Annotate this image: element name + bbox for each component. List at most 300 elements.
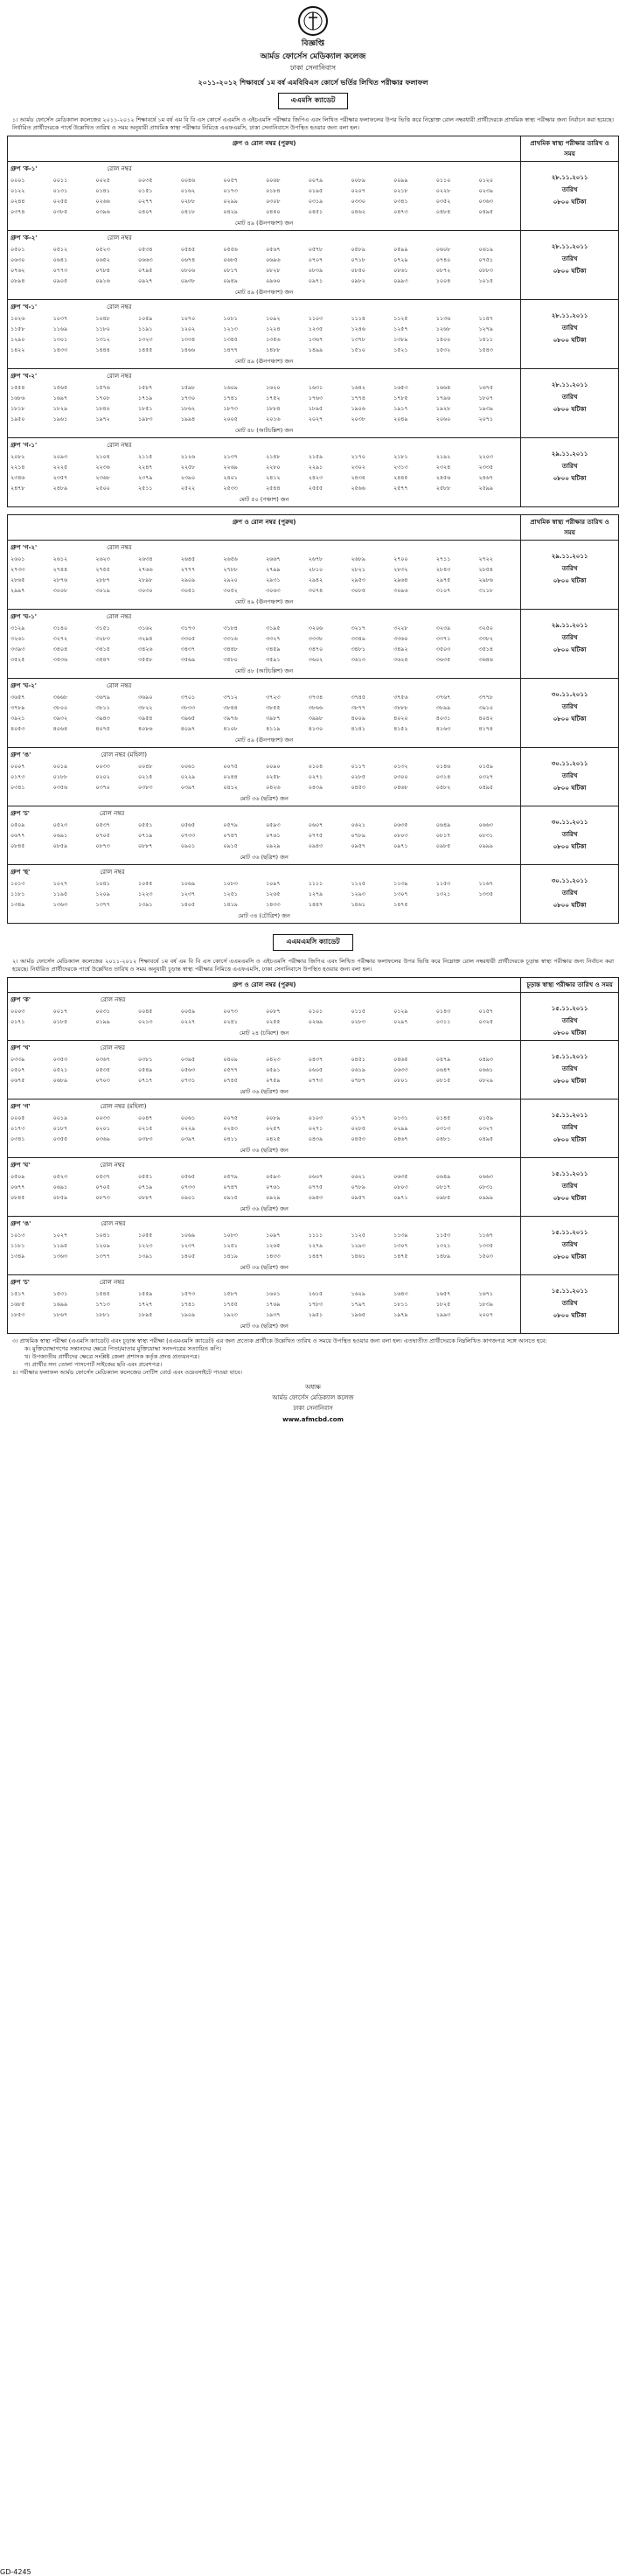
roll-number: ০৯০১ <box>180 1195 196 1201</box>
roll-number: ২৫৩৩ <box>223 485 238 492</box>
roll-number: ৩২৮৩ <box>95 636 110 642</box>
group-total: মোট ৩৬ (ছত্রিশ) জন <box>240 1205 289 1212</box>
roll-number: ১২৭৯ <box>308 891 323 897</box>
roll-number: ১৪৫৫ <box>138 347 153 353</box>
roll-number: ০২৮৫ <box>351 774 365 780</box>
roll-number: ১৩৪৯ <box>10 1253 25 1260</box>
roll-number: ০০২৫ <box>95 178 110 184</box>
roll-number: ১৩০৭ <box>393 1243 408 1249</box>
group-row <box>8 369 619 438</box>
exam-time: ০৮০০ ঘটিকা <box>553 1312 587 1319</box>
roll-number: ৩৮৪৪ <box>223 705 238 711</box>
roll-number: ৩৯২১ <box>10 716 25 722</box>
roll-number: ০৪১৮ <box>180 209 196 215</box>
roll-number: ১৮৫৩ <box>10 1312 25 1318</box>
roll-number: ০১৮৪ <box>266 188 281 194</box>
roll-number: ১০৬৯ <box>180 1232 196 1239</box>
intro-paragraph-1: ১। আর্মড ফোর্সেস মেডিক্যাল কলেজের ২০১১-২০১২ শিক্ষাবর্ষে ১ম বর্ষ এম বি বি এস কোর্সে এএমসি ও এইচএমসি পরীক্ষার জিপিএ এবং লিখিত পরীক্ষার ফলাফলের উপর ভিত্তি করে নিম্নোক্ত রোল নম্বরধারী প্রার্থীদেরকে প্রাথমিক স্বাস্থ্য পরীক্ষার জন্য নির্বাচন করা হয়েছে। নির্ধারিত প্রার্থীদেরকে পার্শ্বে উল্লেখিত তারিখ ও সময় অনুযায়ী প্রাথমিক স্বাস্থ্য পরীক্ষার নিমিত্তে এএফএমসি, ঢাকা সেনানিবাসে উপস্থিত হওয়ার জন্য বলা হল। <box>12 116 614 131</box>
roll-number: ২২২৫ <box>52 464 68 471</box>
roll-number: ৩৮২২ <box>138 705 153 711</box>
roll-number: ১৬৯৯ <box>52 1302 68 1308</box>
roll-number: ১১৯৫ <box>52 891 68 897</box>
group-label: গ্রুপ 'খ' <box>10 1044 31 1051</box>
roll-number: ১০৫৯ <box>138 316 153 322</box>
roll-number: ০৪৩৯ <box>308 1136 323 1142</box>
group-label: গ্রুপ 'গ-১' <box>10 442 38 449</box>
exam-date-word: তারিখ <box>561 325 578 332</box>
roll-number: ০৮১৭ <box>435 1184 451 1190</box>
roll-number: ০৮৭২ <box>435 268 451 274</box>
group-cell <box>8 1217 521 1275</box>
table-header-side-2: প্রাথমিক স্বাস্থ্য পরীক্ষার তারিখ ও সময় <box>521 515 619 541</box>
roll-number: ০৭১৮ <box>351 257 365 263</box>
roll-number: ২৭৮৮ <box>223 567 238 573</box>
roll-number: ০৯১৬ <box>95 278 110 284</box>
roll-number: ২৭১১ <box>435 556 451 562</box>
roll-number: ৩০৪১ <box>180 588 196 594</box>
website-link[interactable]: www.afmcbd.com <box>282 1416 344 1423</box>
roll-number: ২৪০১ <box>223 475 238 481</box>
roll-number: ১৭৬৩ <box>308 395 323 401</box>
exam-date: ২৮.১১.২০১১ <box>551 312 588 319</box>
group-row <box>8 1217 619 1275</box>
roll-number: ১৯৯৩ <box>435 1312 451 1318</box>
roll-number: ২৯৮৬ <box>478 577 493 583</box>
roll-number: ০০১৯ <box>52 764 68 770</box>
roll-number: ১৯৩৭ <box>266 1312 281 1318</box>
roll-number: ০৭০৫ <box>95 1184 110 1190</box>
roll-number: ১৬৮৬ <box>10 395 25 401</box>
roll-number: ০৪৫৩ <box>351 785 365 791</box>
roll-number: ০৩৮৫ <box>52 209 68 215</box>
exam-time: ০৮০০ ঘটিকা <box>553 843 587 850</box>
roll-list <box>10 820 518 851</box>
exam-date-word: তারিখ <box>561 394 578 401</box>
roll-number: ১০৪৮ <box>95 316 110 322</box>
exam-date: ৩০.১১.২০১১ <box>551 760 588 767</box>
roll-number: ৩০৩০ <box>138 588 153 594</box>
roll-number: ১২৬৫ <box>266 891 281 897</box>
roll-number: ১৯৯৪ <box>180 416 196 422</box>
exam-date: ২৮.১১.২০১১ <box>551 243 588 250</box>
roll-number: ১৫৮৭ <box>223 1291 238 1297</box>
group-label: গ্রুপ 'চ' <box>10 810 30 817</box>
roll-number: ১৩৬৩ <box>52 1253 68 1260</box>
roll-number: ০১৩১ <box>393 1115 408 1121</box>
roll-number: ১৪৩৩ <box>266 1253 281 1260</box>
roll-number: ০৯৮৫ <box>435 843 451 849</box>
roll-number: ১২৯০ <box>10 337 25 343</box>
roll-number: ০০৯০ <box>266 764 281 770</box>
roll-label: রোল নম্বর <box>100 996 126 1003</box>
roll-number: ১২৫৭ <box>393 326 408 332</box>
roll-list <box>10 1055 518 1086</box>
exam-date-cell <box>521 1041 619 1100</box>
exam-date-cell <box>521 1100 619 1158</box>
exam-date-word: তারিখ <box>561 831 578 838</box>
roll-number: ৪১৬৩ <box>435 726 451 732</box>
roll-list <box>10 1172 518 1203</box>
roll-number: ১৭১৩ <box>95 1302 110 1308</box>
roll-number: ১৪৬১ <box>351 1253 365 1260</box>
roll-number: ১১৯৫ <box>52 1243 68 1249</box>
roll-number: ৩৩৯৩ <box>10 646 25 653</box>
roll-number: ০৫৯৯ <box>393 247 408 253</box>
roll-number: ২০৩৮ <box>351 416 365 422</box>
roll-number: ০৮০১ <box>393 1078 408 1084</box>
roll-number: ৩৬৫৭ <box>10 695 25 701</box>
roll-number: ১৪৯৯ <box>308 347 323 353</box>
roll-number: ১৩৭৭ <box>95 1253 110 1260</box>
roll-number: ০১৯৫ <box>308 188 323 194</box>
roll-number: ১৪৬১ <box>351 902 365 908</box>
roll-number: ৩৮৭৭ <box>351 705 365 711</box>
roll-number: ০৬৩০ <box>10 257 25 263</box>
roll-number: ০৯২৯ <box>266 1195 281 1201</box>
roll-number: ০৩১১ <box>435 1019 451 1025</box>
roll-number: ৩৪০৪ <box>52 646 68 653</box>
roll-number: ২৩৬৮ <box>95 475 110 481</box>
roll-number: ০৯১৫ <box>223 843 238 849</box>
roll-number: ০৭৮৪ <box>95 268 110 274</box>
group-row <box>8 679 619 748</box>
roll-number: ১৪৮৯ <box>435 1253 451 1260</box>
roll-number: ০৬৩৩ <box>393 1067 408 1073</box>
roll-number: ০৪৮১ <box>435 1136 451 1142</box>
roll-number: ০১৮৭ <box>52 1126 68 1132</box>
exam-date: ১৫.১১.২০১১ <box>551 1229 588 1236</box>
roll-number: ০৮৭৩ <box>95 1195 110 1201</box>
roll-number: ১৭৮৫ <box>393 395 408 401</box>
roll-number: ১৩০৭ <box>393 891 408 897</box>
roll-number: ১৯০৬ <box>351 406 365 412</box>
roll-number: ২৪১২ <box>266 475 281 481</box>
roll-number: ৩৩২৭ <box>266 636 281 642</box>
roll-number: ০১৭৩ <box>10 774 25 780</box>
roll-number: ০৫৫১ <box>138 822 153 828</box>
roll-number: ২৭৭৭ <box>180 567 196 573</box>
intro-paragraph-2: ২। আর্মড ফোর্সেস মেডিক্যাল কলেজের ২০১১-২০১২ শিক্ষাবর্ষে ১ম বর্ষ এম বি বি এস কোর্সে এএমএমসি ও এইচএমসি পরীক্ষার জিপিএ এবং লিখিত পরীক্ষার ফলাফলের উপর ভিত্তি করে নিম্নোক্ত রোল নম্বরধারী প্রার্থীদেরকে চূড়ান্ত স্বাস্থ্য পরীক্ষার জন্য নির্বাচন করা হয়েছে। নির্ধারিত প্রার্থীদেরকে পার্শ্বে উল্লেখিত তারিখ ও সময় অনুযায়ী চূড়ান্ত স্বাস্থ্য পরীক্ষার নিমিত্তে এএফএমসি, ঢাকা সেনানিবাসে উপস্থিত হওয়ার জন্য বলা হল। <box>12 958 614 973</box>
roll-number: ০৫৩৭ <box>95 1174 110 1180</box>
roll-number: ১৬৪৩ <box>393 1291 408 1297</box>
roll-number: ২৪৬৭ <box>478 475 493 481</box>
roll-number: ৩৭৬৭ <box>435 695 451 701</box>
roll-number: ৩২২৮ <box>393 625 408 632</box>
roll-label: রোল নম্বর <box>99 1279 125 1286</box>
roll-number: ০২৪১ <box>223 1019 238 1025</box>
roll-number: ০৫৮৯ <box>351 247 365 253</box>
roll-number: ১৩৭৭ <box>95 902 110 908</box>
roll-number: ০২৪৪ <box>10 199 25 205</box>
group-total: মোট ৪৯ (ঊনপঞ্চাশ) জন <box>234 358 294 365</box>
roll-number: ০৪৬২ <box>351 209 365 215</box>
roll-number: ২৫৭৭ <box>393 485 408 492</box>
roll-number: ০২১৩ <box>138 1019 153 1025</box>
roll-number: ০৫১২ <box>52 247 68 253</box>
roll-number: ০৭৯৫ <box>138 268 153 274</box>
roll-number: ১৩৬৩ <box>52 902 68 908</box>
roll-number: ৩৭৮৯ <box>10 705 25 711</box>
roll-number: ০৭৫১ <box>478 257 493 263</box>
roll-number: ০৮৫৯ <box>52 843 68 849</box>
roll-number: ২৮৭৬ <box>52 577 68 583</box>
roll-number: ১৮১১ <box>393 1302 408 1308</box>
group-label: গ্রুপ 'ছ' <box>10 869 31 876</box>
roll-number: ৩৬০২ <box>308 657 323 663</box>
roll-number: ১৫৪৩ <box>478 347 493 353</box>
roll-number: ১৫৩২ <box>435 347 451 353</box>
table-header-side-3: চূড়ান্ত স্বাস্থ্য পরীক্ষার তারিখ ও সময় <box>521 978 619 993</box>
roll-number: ৩৫৮০ <box>223 657 238 663</box>
roll-number: ১০৫৫ <box>138 1232 153 1239</box>
roll-number: ১৫৯৮ <box>180 385 196 391</box>
roll-number: ১৭১৯ <box>138 395 153 401</box>
roll-number: ০৪৯৫ <box>478 209 493 215</box>
roll-number: ০৬৩৫ <box>393 822 408 828</box>
group-cell <box>8 993 521 1041</box>
group-label: গ্রুপ 'খ-২' <box>10 373 38 380</box>
roll-number: ০০৭৫ <box>223 764 238 770</box>
roll-number: ০০৯৯ <box>393 178 408 184</box>
roll-label: রোল নম্বর (মহিলা) <box>100 1103 147 1110</box>
roll-number: ০৭৬১ <box>266 833 281 839</box>
roll-number: ১২৩৭ <box>180 891 196 897</box>
roll-number: ০৫৪৯ <box>138 1067 153 1073</box>
roll-number: ০০৩৩ <box>95 1115 110 1121</box>
roll-number: ১৭৫৫ <box>223 1302 238 1308</box>
roll-number: ১৯৭২ <box>95 416 110 422</box>
roll-number: ০০৪৬ <box>180 178 196 184</box>
group-total: মোট ৩৪ (চৌত্রিশ) জন <box>238 912 290 919</box>
signature-college: আর্মড ফোর্সেস মেডিক্যাল কলেজ <box>272 1394 354 1401</box>
roll-number: ০৫২৩ <box>52 822 68 828</box>
roll-number: ১১২৫ <box>351 881 365 887</box>
roll-number: ১২৪৬ <box>351 326 365 332</box>
roll-number: ৩৭৩৪ <box>308 695 323 701</box>
roll-number: ৩২৬১ <box>10 636 25 642</box>
roll-number: ০৩২৭ <box>478 1126 493 1132</box>
roll-number: ০৬৮৯ <box>52 1078 68 1084</box>
roll-number: ৩৯৯৮ <box>308 716 323 722</box>
roll-number: ০৪৩৯ <box>308 785 323 791</box>
roll-number: ১৭৭৪ <box>351 395 365 401</box>
roll-number: ০২৭৭ <box>138 199 153 205</box>
roll-number: ১৮১৮ <box>10 406 25 412</box>
roll-number: ০৪২৬ <box>266 785 281 791</box>
roll-number: ১৪৮৮ <box>266 347 281 353</box>
roll-number: ১২০৯ <box>95 891 110 897</box>
roll-label: রোল নম্বর <box>107 304 132 311</box>
roll-number: ৪১৭৪ <box>478 726 493 732</box>
roll-number: ১২০২ <box>180 326 196 332</box>
roll-number: ১৪০০ <box>435 337 451 343</box>
roll-number: ২০৭১ <box>478 416 493 422</box>
roll-number: ৩৬২৪ <box>393 657 408 663</box>
roll-number: ৩৫৩৬ <box>52 657 68 663</box>
roll-number: ০৬০৫ <box>308 1067 323 1073</box>
roll-number: ২১০৪ <box>95 454 110 460</box>
roll-number: ২৪২৩ <box>308 475 323 481</box>
signature-block <box>7 1382 619 1414</box>
roll-number: ০৮৪৫ <box>10 1195 25 1201</box>
roll-number: ২১৮১ <box>393 454 408 460</box>
roll-number: ০০৪৫ <box>138 1009 153 1015</box>
roll-number: ৩৭১২ <box>223 695 238 701</box>
group-label: গ্রুপ 'গ-২' <box>10 544 38 551</box>
amc-table-1 <box>7 136 619 507</box>
group-row <box>8 865 619 924</box>
roll-list <box>10 879 518 910</box>
roll-number: ০৫৩৫ <box>95 1067 110 1073</box>
roll-number: ০৯৮৫ <box>435 1195 451 1201</box>
roll-number: ০২১৫ <box>138 774 153 780</box>
roll-number: ২৫৪৪ <box>266 485 281 492</box>
roll-label: রোল নম্বর <box>106 613 132 620</box>
table-header-group-2: গ্রুপ ও রোল নম্বর (পুরুষ) <box>8 515 521 541</box>
group-cell <box>8 438 521 507</box>
exam-time: ০৮০০ ঘটিকা <box>553 646 587 653</box>
group-row <box>8 1158 619 1217</box>
exam-time: ০৮০০ ঘটিকা <box>553 1030 587 1037</box>
roll-number: ০৩৯৬ <box>95 209 110 215</box>
roll-number: ১০৯২ <box>266 316 281 322</box>
roll-number: ০১৬২ <box>180 188 196 194</box>
roll-number: ০৬৪৯ <box>435 822 451 828</box>
roll-number: ১২৬৮ <box>435 326 451 332</box>
roll-number: ০২৯৭ <box>393 1019 408 1025</box>
group-label: গ্রুপ 'ঙ' <box>10 1220 31 1227</box>
roll-number: ০০৩১ <box>95 1009 110 1015</box>
roll-label: রোল নম্বর <box>100 1044 125 1051</box>
roll-number: ২৫৫৫ <box>308 485 323 492</box>
roll-number: ০৭০৭ <box>308 257 323 263</box>
roll-number: ৪১৪১ <box>351 726 365 732</box>
roll-number: ০৯৫৭ <box>351 843 365 849</box>
roll-number: ৪০০৯ <box>351 716 365 722</box>
exam-time: ০৮০০ ঘটিকা <box>553 406 587 413</box>
exam-date-word: তারিখ <box>561 1124 578 1131</box>
roll-number: ০৭৮৯ <box>351 833 365 839</box>
roll-number: ০২৩৯ <box>478 188 493 194</box>
roll-number: ০৩৮৩ <box>138 785 153 791</box>
roll-number: ০৪৬৫ <box>393 1057 408 1063</box>
roll-number: ৩০৭৪ <box>308 588 323 594</box>
roll-number: ০০১৯ <box>52 1115 68 1121</box>
roll-number: ০৫০৯ <box>10 1174 25 1180</box>
roll-number: ০৩৫২ <box>435 199 451 205</box>
roll-number: ০৫৬৫ <box>180 822 196 828</box>
roll-number: ২৮২১ <box>351 567 365 573</box>
roll-number: ১৫৩১ <box>52 1291 68 1297</box>
roll-number: ০২৬৯ <box>308 1019 323 1025</box>
roll-list <box>10 176 518 217</box>
roll-number: ০৩০০ <box>393 774 408 780</box>
roll-number: ১৫৮৭ <box>138 385 153 391</box>
roll-number: ২৭৬৬ <box>138 567 153 573</box>
roll-number: ৩০৯৬ <box>393 588 408 594</box>
roll-number: ১০২৬ <box>10 316 25 322</box>
roll-number: ১৬৫৩ <box>393 385 408 391</box>
exam-date-cell <box>521 162 619 231</box>
roll-number: ২৬৬৭ <box>266 556 281 562</box>
roll-number: ০৩৯৫ <box>180 1057 196 1063</box>
roll-number: ০৫০৭ <box>10 1067 25 1073</box>
group-label: গ্রুপ 'ক' <box>10 996 31 1003</box>
roll-number: ০৩৪১ <box>393 199 408 205</box>
roll-number: ০৬০৮ <box>435 247 451 253</box>
roll-number: ১৪১৯ <box>223 1253 238 1260</box>
roll-number: ০২৭১ <box>308 774 323 780</box>
group-cell <box>8 369 521 438</box>
roll-number: ০৬৬৩ <box>478 822 493 828</box>
result-subtitle: ২০১১-২০১২ শিক্ষাবর্ষে ১ম বর্ষ এমবিবিএস কোর্সে ভর্তির লিখিত পরীক্ষার ফলাফল <box>198 79 428 87</box>
roll-number: ০৯৭১ <box>393 1195 408 1201</box>
roll-number: ১৪৭৫ <box>393 902 408 908</box>
roll-number: ০১৫৯ <box>478 1115 493 1121</box>
roll-number: ০৯১৫ <box>223 1195 238 1201</box>
roll-number: ২০৮২ <box>10 454 25 460</box>
group-row <box>8 300 619 369</box>
roll-number: ০৭৭৫ <box>308 1184 323 1190</box>
exam-time: ০৮০০ ঘটিকা <box>553 1195 587 1202</box>
roll-number: ১৪৩৩ <box>266 902 281 908</box>
roll-number: ০২৭১ <box>308 1126 323 1132</box>
roll-number: ০৭৪৭ <box>223 833 238 839</box>
roll-number: ১৫৫৪ <box>10 385 25 391</box>
roll-number: ১০৯৭ <box>266 881 281 887</box>
exam-date-word: তারিখ <box>561 565 578 572</box>
roll-number: ১৪৩৩ <box>52 347 68 353</box>
roll-number: ১০৬৯ <box>180 881 196 887</box>
roll-number: ০৩২৭ <box>478 774 493 780</box>
roll-label: রোল নম্বর <box>107 442 132 449</box>
roll-number: ০৭০৩ <box>95 1078 110 1084</box>
roll-number: ০৯৯৩ <box>393 278 408 284</box>
roll-number: ৪০৩১ <box>435 716 451 722</box>
roll-number: ০৩৬৩ <box>478 199 493 205</box>
exam-time: ০৮০০ ঘটিকা <box>553 785 587 792</box>
exam-date-cell <box>521 369 619 438</box>
roll-number: ২৮১০ <box>308 567 323 573</box>
roll-number: ২৯২০ <box>223 577 238 583</box>
roll-number: ০৪৩৭ <box>308 1057 323 1063</box>
roll-number: ২২৩৬ <box>95 464 110 471</box>
roll-number: ০৩৯৭ <box>180 1136 196 1142</box>
exam-date: ১৫.১১.২০১১ <box>551 1170 588 1177</box>
roll-number: ০৫৯৩ <box>266 822 281 828</box>
roll-number: ০০৪৮ <box>138 764 153 770</box>
roll-number: ০৭৪৭ <box>223 1184 238 1190</box>
roll-number: ০১০৩ <box>308 1115 323 1121</box>
roll-number: ১৯৫০ <box>10 416 25 422</box>
group-total: মোট ৫০ (পঞ্চাশ) জন <box>239 496 289 503</box>
roll-number: ৩১০৭ <box>435 588 451 594</box>
roll-number: ০১৩১ <box>52 188 68 194</box>
group-label: গ্রুপ 'গ' <box>10 1103 31 1110</box>
roll-number: ৩১৭৩ <box>180 625 196 632</box>
roll-number: ১৮৮১ <box>95 1312 110 1318</box>
roll-number: ৩৮৯৯ <box>435 705 451 711</box>
roll-number: ২০০৫ <box>223 416 238 422</box>
roll-number: ০২৪৩ <box>223 1126 238 1132</box>
roll-number: ১৪০৫ <box>180 902 196 908</box>
roll-number: ০৩৩৯ <box>10 1057 25 1063</box>
roll-number: ০৮৩১ <box>478 1184 493 1190</box>
roll-number: ০৭৩৩ <box>180 833 196 839</box>
roll-number: ১৭৬৯ <box>266 1302 281 1308</box>
roll-number: ০১৭১ <box>10 1019 25 1025</box>
roll-number: ১৮৩৯ <box>478 1302 493 1308</box>
